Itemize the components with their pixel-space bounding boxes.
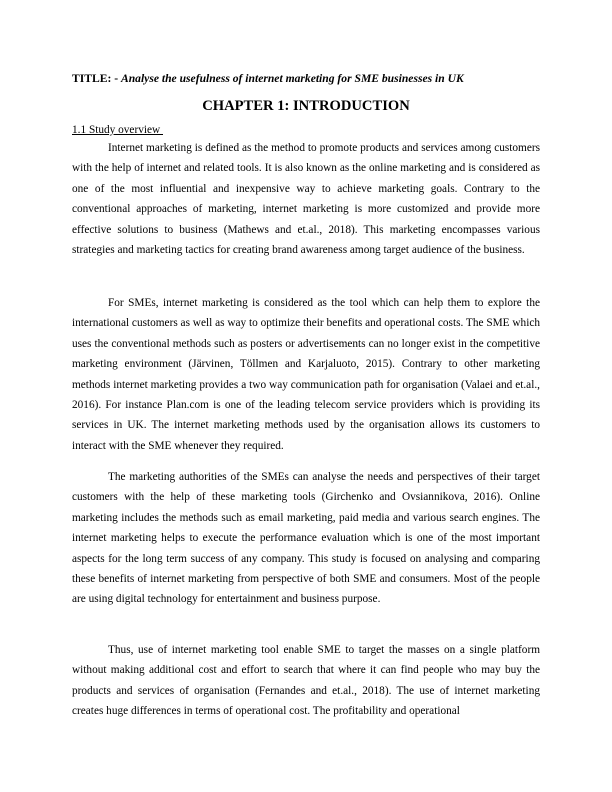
paragraph: Thus, use of internet marketing tool enable SME to target the masses on a single platform without making additional cost and effort to search that where it can find people who may buy the products and services of organisation (Fernandes and et.al., 2018). The use of internet marketing creates huge differences in terms of operational cost. The profitability and operational (72, 644, 540, 718)
paragraph: For SMEs, internet marketing is considered as the tool which can help them to explore the international customers as well as way to optimize their benefits and operational costs. The SME which uses the conventional methods such as posters or advertisements can no longer exist in the competitive marketing environment (Järvinen, Töllmen and Karjaluoto, 2015). Contrary to other marketing methods internet marketing provides a two way communication path for organisation (Valaei and et.al., 2016). For instance Plan.com is one of the leading telecom service providers which is providing its services in UK. The internet marketing methods used by the organisation allows its customers to interact with the SME whenever they required. (72, 297, 540, 452)
paragraph: Internet marketing is defined as the method to promote products and services among customers with the help of internet and related tools. It is also known as the online marketing and is considered as one of the most influential and inexpensive way to achieve marketing goals. Contrary to the conventional approaches of marketing, internet marketing is more customized and provide more effective solutions to business (Mathews and et.al., 2018). This marketing encompasses various strategies and marketing tactics for creating brand awareness among target audience of the business. (72, 142, 540, 257)
paragraph: The marketing authorities of the SMEs can analyse the needs and perspectives of their target customers with the help of these marketing tools (Girchenko and Ovsiannikova, 2016). Online marketing includes the methods such as email marketing, paid media and various search engines. The internet marketing helps to execute the performance evaluation which is one of the most important aspects for the long term success of any company. This study is focused on analysing and comparing these benefits of internet marketing from perspective of both SME and consumers. Most of the people are using digital technology for entertainment and business purpose. (72, 471, 540, 606)
title-text: Analyse the usefulness of internet marketing for SME businesses in UK (120, 72, 464, 85)
document-title (72, 71, 540, 87)
title-label: TITLE: - (72, 72, 119, 85)
section-heading: 1.1 Study overview (72, 124, 163, 136)
paragraph-1-block (72, 138, 540, 260)
paragraph-3-block (72, 467, 540, 610)
paragraph-4-block (72, 640, 540, 722)
paragraph-2-block (72, 293, 540, 456)
chapter-heading: CHAPTER 1: INTRODUCTION (202, 98, 410, 114)
